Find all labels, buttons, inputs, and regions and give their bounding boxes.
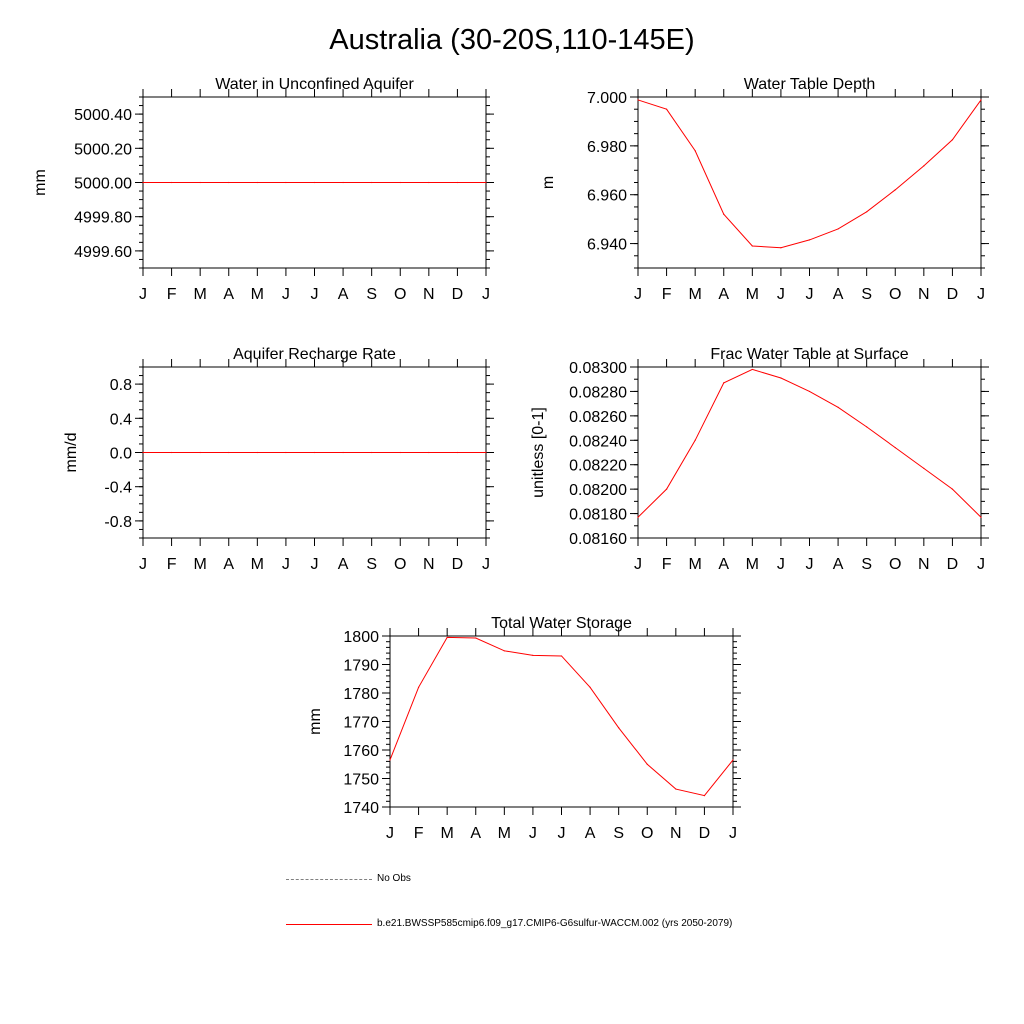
x-tick-label: A — [832, 286, 844, 303]
x-tick-label: O — [394, 556, 407, 573]
x-tick-label: J — [805, 556, 814, 573]
x-tick-label: D — [451, 556, 464, 573]
data-point — [695, 440, 696, 441]
data-point — [923, 165, 924, 166]
y-axis-label: mm/d — [63, 432, 80, 473]
data-point — [389, 759, 390, 760]
data-point — [314, 452, 315, 453]
y-tick-label: 1780 — [343, 686, 379, 703]
x-tick-label: M — [688, 286, 702, 303]
y-tick-label: 5000.00 — [74, 175, 132, 193]
data-point — [952, 489, 953, 490]
plot-frame — [390, 636, 733, 807]
y-tick-label: 0.4 — [109, 411, 132, 429]
data-point — [400, 182, 401, 183]
y-tick-label: 5000.20 — [74, 141, 132, 159]
data-point — [780, 247, 781, 248]
x-tick-label: S — [366, 286, 378, 303]
x-tick-label: A — [337, 556, 349, 573]
y-tick-label: 1790 — [343, 657, 379, 675]
data-point — [561, 655, 562, 656]
data-point — [980, 99, 981, 100]
y-tick-label: 0.08280 — [569, 384, 627, 402]
x-tick-label: M — [745, 556, 759, 573]
x-tick-label: A — [337, 286, 349, 303]
y-tick-label: 0.08200 — [569, 482, 627, 500]
x-tick-label: J — [310, 556, 319, 573]
y-tick-label: 5000.40 — [74, 107, 132, 125]
data-point — [589, 687, 590, 688]
y-tick-label: 1740 — [343, 800, 379, 817]
x-tick-label: N — [423, 556, 435, 573]
x-tick-label: A — [832, 556, 844, 573]
x-tick-label: J — [729, 825, 737, 842]
x-tick-label: J — [139, 556, 147, 573]
x-tick-label: A — [223, 556, 235, 573]
x-tick-label: N — [918, 556, 930, 573]
x-tick-label: J — [482, 556, 490, 573]
data-point — [428, 452, 429, 453]
data-point — [418, 687, 419, 688]
x-tick-label: J — [805, 286, 814, 303]
x-tick-label: J — [386, 825, 394, 842]
data-point — [666, 109, 667, 110]
x-tick-label: D — [451, 286, 464, 303]
plot-frame — [638, 367, 981, 538]
x-tick-label: J — [634, 286, 642, 303]
x-tick-label: D — [946, 556, 959, 573]
x-tick-label: D — [698, 825, 711, 842]
data-point — [723, 214, 724, 215]
x-tick-label: M — [250, 556, 264, 573]
data-point — [809, 239, 810, 240]
data-point — [200, 182, 201, 183]
y-tick-label: 4999.60 — [74, 243, 132, 261]
data-point — [400, 452, 401, 453]
panel-title: Frac Water Table at Surface — [710, 346, 909, 363]
x-tick-label: J — [281, 556, 290, 573]
x-tick-label: S — [861, 556, 873, 573]
x-tick-label: F — [166, 286, 177, 303]
panel-title: Total Water Storage — [491, 615, 632, 632]
data-point — [895, 447, 896, 448]
y-tick-label: 1800 — [343, 629, 379, 646]
legend-model-swatch — [286, 924, 372, 925]
x-tick-label: S — [366, 556, 378, 573]
y-tick-label: 0.08220 — [569, 457, 627, 475]
x-tick-label: M — [688, 556, 702, 573]
x-tick-label: S — [861, 286, 873, 303]
y-tick-label: 1770 — [343, 714, 379, 732]
y-tick-label: 6.940 — [586, 236, 627, 254]
data-point — [532, 655, 533, 656]
data-point — [200, 452, 201, 453]
y-tick-label: 0.8 — [109, 377, 132, 395]
data-point — [485, 182, 486, 183]
data-point — [923, 468, 924, 469]
data-point — [228, 452, 229, 453]
x-tick-label: O — [889, 556, 902, 573]
data-point — [142, 452, 143, 453]
data-point — [866, 211, 867, 212]
data-point — [371, 452, 372, 453]
x-tick-label: F — [413, 825, 424, 842]
data-point — [837, 407, 838, 408]
panel-aquifer-recharge-rate — [63, 346, 494, 573]
y-axis-label: mm — [32, 169, 49, 196]
data-point — [637, 99, 638, 100]
x-tick-label: J — [977, 286, 985, 303]
data-point — [485, 452, 486, 453]
data-point — [752, 369, 753, 370]
x-tick-label: J — [482, 286, 490, 303]
y-tick-label: 0.08180 — [569, 506, 627, 524]
data-point — [171, 452, 172, 453]
x-tick-label: J — [776, 556, 785, 573]
data-point — [809, 391, 810, 392]
data-point — [895, 189, 896, 190]
data-point — [475, 637, 476, 638]
data-point — [952, 139, 953, 140]
data-point — [723, 382, 724, 383]
y-tick-label: 7.000 — [586, 90, 627, 107]
x-tick-label: M — [440, 825, 454, 842]
figure-title: Australia (30-20S,110-145E) — [329, 24, 695, 56]
x-tick-label: A — [584, 825, 596, 842]
panel-title: Water Table Depth — [743, 76, 876, 93]
x-tick-label: F — [661, 556, 672, 573]
x-tick-label: N — [670, 825, 682, 842]
legend-obs-label: No Obs — [377, 873, 411, 884]
x-tick-label: O — [641, 825, 654, 842]
y-tick-label: 0.08300 — [569, 360, 627, 377]
series-line — [638, 100, 981, 248]
data-point — [285, 452, 286, 453]
plot-frame — [638, 97, 981, 268]
y-tick-label: 0.08160 — [569, 531, 627, 548]
x-tick-label: J — [310, 286, 319, 303]
panel-water-table-depth — [540, 76, 989, 303]
data-point — [647, 764, 648, 765]
data-point — [228, 182, 229, 183]
x-tick-label: A — [718, 286, 730, 303]
x-tick-label: J — [281, 286, 290, 303]
x-tick-label: N — [423, 286, 435, 303]
data-point — [752, 245, 753, 246]
data-point — [342, 182, 343, 183]
data-point — [257, 452, 258, 453]
x-tick-label: J — [977, 556, 985, 573]
x-tick-label: O — [889, 286, 902, 303]
y-tick-label: -0.4 — [104, 479, 132, 497]
data-point — [695, 150, 696, 151]
x-tick-label: D — [946, 286, 959, 303]
legend-model-label: b.e21.BWSSP585cmip6.f09_g17.CMIP6-G6sulfur-WACCM.002 (yrs 2050-2079) — [377, 918, 733, 929]
series-line — [390, 637, 733, 795]
data-point — [866, 426, 867, 427]
x-tick-label: J — [634, 556, 642, 573]
x-tick-label: F — [166, 556, 177, 573]
panel-frac-water-table-at-surface — [530, 346, 989, 573]
data-point — [637, 517, 638, 518]
y-axis-label: m — [540, 175, 557, 190]
panel-title: Aquifer Recharge Rate — [233, 346, 396, 363]
data-point — [837, 228, 838, 229]
x-tick-label: O — [394, 286, 407, 303]
y-tick-label: 1750 — [343, 771, 379, 789]
data-point — [618, 727, 619, 728]
y-tick-label: 4999.80 — [74, 209, 132, 227]
data-point — [675, 788, 676, 789]
x-tick-label: M — [250, 286, 264, 303]
data-point — [704, 795, 705, 796]
x-tick-label: J — [776, 286, 785, 303]
data-point — [447, 637, 448, 638]
x-tick-label: A — [223, 286, 235, 303]
x-tick-label: J — [528, 825, 537, 842]
panel-title: Water in Unconfined Aquifer — [215, 76, 414, 93]
panel-total-water-storage — [307, 615, 741, 842]
x-tick-label: M — [193, 286, 207, 303]
y-tick-label: 0.08240 — [569, 433, 627, 451]
y-axis-label: unitless [0-1] — [530, 407, 547, 498]
x-tick-label: N — [918, 286, 930, 303]
data-point — [980, 517, 981, 518]
data-point — [457, 452, 458, 453]
data-point — [257, 182, 258, 183]
data-point — [457, 182, 458, 183]
data-point — [342, 452, 343, 453]
x-tick-label: S — [613, 825, 625, 842]
data-point — [171, 182, 172, 183]
data-point — [428, 182, 429, 183]
y-tick-label: 6.960 — [586, 187, 627, 205]
legend-obs-swatch — [286, 879, 372, 880]
data-point — [504, 650, 505, 651]
data-point — [780, 377, 781, 378]
y-tick-label: 1760 — [343, 743, 379, 760]
y-tick-label: 0.08260 — [569, 408, 627, 426]
x-tick-label: F — [661, 286, 672, 303]
y-axis-label: mm — [307, 708, 324, 735]
x-tick-label: M — [193, 556, 207, 573]
x-tick-label: J — [139, 286, 147, 303]
panel-water-in-unconfined-aquifer — [32, 76, 494, 303]
x-tick-label: M — [745, 286, 759, 303]
data-point — [285, 182, 286, 183]
x-tick-label: A — [470, 825, 482, 842]
data-point — [732, 759, 733, 760]
data-point — [371, 182, 372, 183]
data-point — [314, 182, 315, 183]
y-tick-label: 0.0 — [109, 445, 132, 463]
y-tick-label: -0.8 — [104, 513, 132, 531]
x-tick-label: M — [497, 825, 511, 842]
y-tick-label: 6.980 — [586, 138, 627, 156]
x-tick-label: A — [718, 556, 730, 573]
data-point — [142, 182, 143, 183]
data-point — [666, 489, 667, 490]
x-tick-label: J — [557, 825, 566, 842]
